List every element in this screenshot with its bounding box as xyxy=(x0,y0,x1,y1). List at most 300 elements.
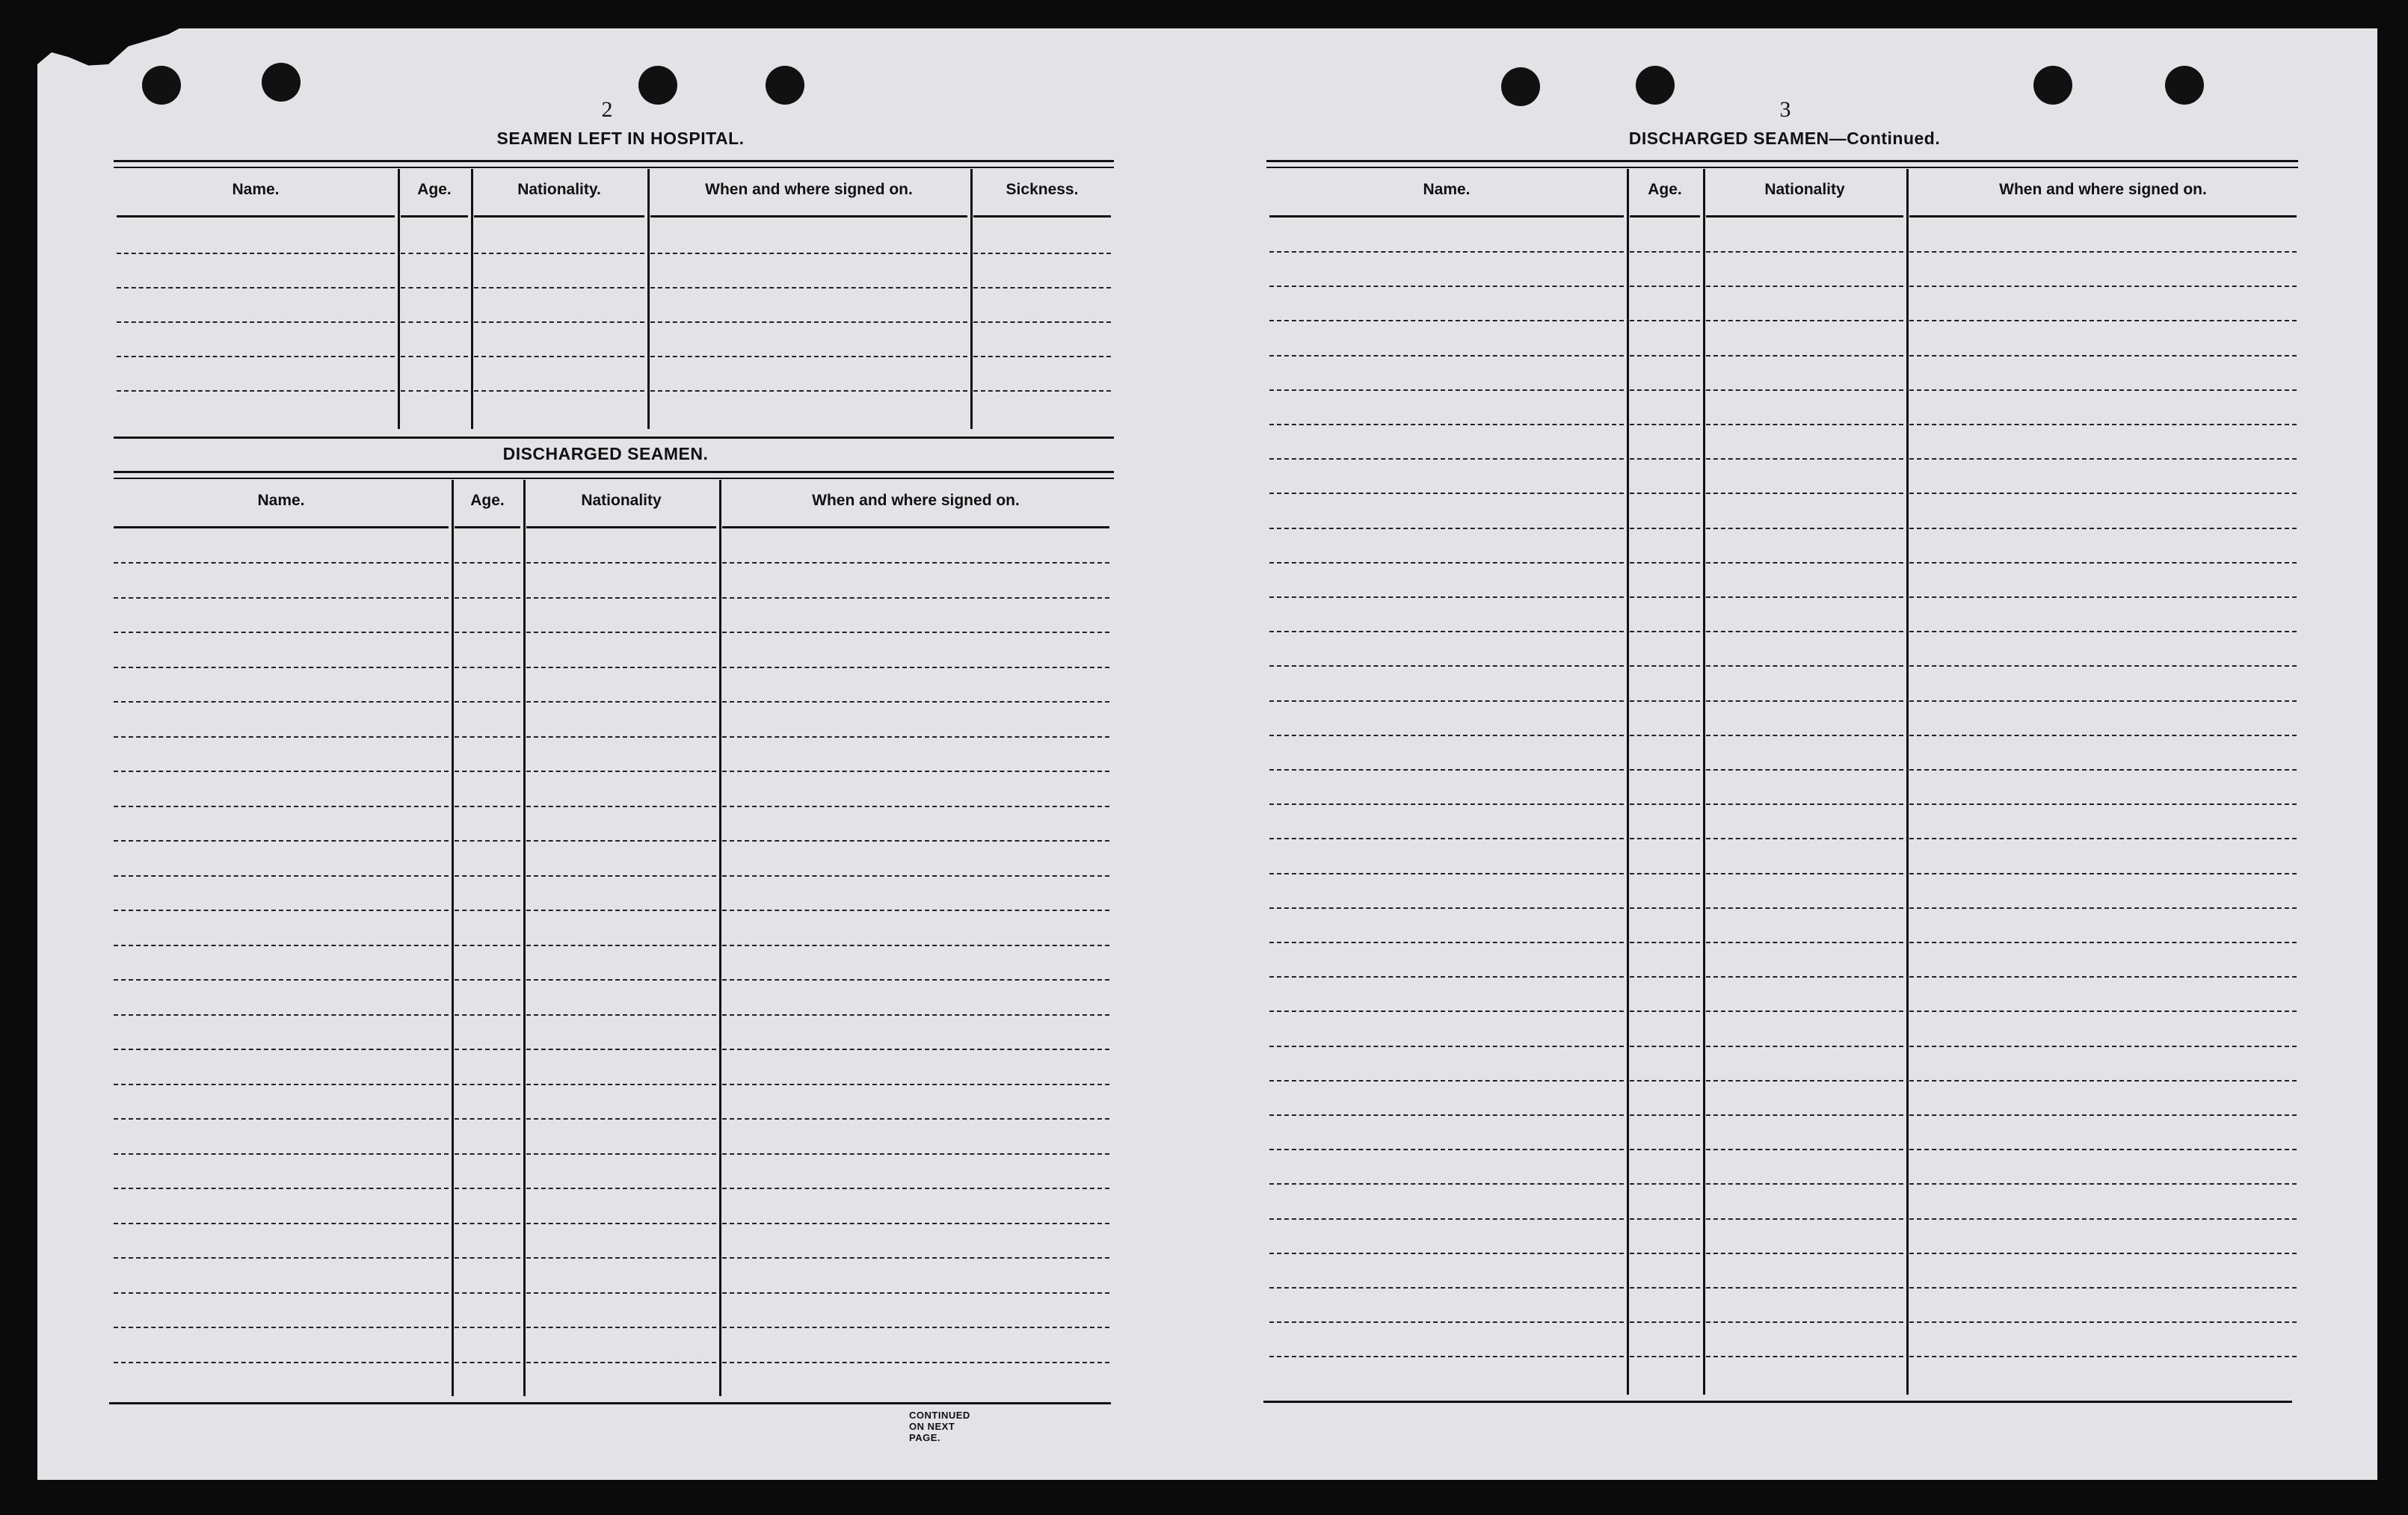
entry-line xyxy=(1909,631,2297,632)
header-underline xyxy=(474,215,644,217)
column-divider xyxy=(719,480,721,1396)
entry-line xyxy=(526,1223,716,1224)
entry-line xyxy=(650,287,967,289)
entry-line xyxy=(1909,769,2297,771)
entry-line xyxy=(1630,976,1700,978)
page-number: 2 xyxy=(601,97,613,122)
entry-line xyxy=(1706,320,1903,321)
entry-line xyxy=(722,771,1109,772)
entry-line xyxy=(1269,562,1624,564)
entry-line xyxy=(1269,769,1624,771)
entry-line xyxy=(1706,389,1903,391)
entry-line xyxy=(1909,665,2297,667)
entry-line xyxy=(401,390,468,392)
entry-line xyxy=(114,701,449,703)
entry-line xyxy=(1706,665,1903,667)
entry-line xyxy=(455,736,520,738)
entry-line xyxy=(722,1118,1109,1120)
entry-line xyxy=(722,597,1109,599)
column-header: Nationality xyxy=(581,492,662,509)
entry-line xyxy=(1630,735,1700,736)
entry-line xyxy=(722,806,1109,807)
entry-line xyxy=(650,253,967,254)
entry-line xyxy=(1909,803,2297,805)
column-header: When and where signed on. xyxy=(812,492,1020,509)
entry-line xyxy=(1909,942,2297,943)
entry-line xyxy=(1706,1183,1903,1185)
entry-line xyxy=(117,390,395,392)
punch-hole xyxy=(142,66,181,105)
entry-line xyxy=(1909,528,2297,529)
entry-line xyxy=(650,356,967,357)
entry-line xyxy=(722,1084,1109,1085)
column-divider xyxy=(1627,169,1629,1395)
entry-line xyxy=(722,1153,1109,1155)
entry-line xyxy=(474,287,644,289)
entry-line xyxy=(1269,596,1624,598)
entry-line xyxy=(1269,389,1624,391)
column-divider xyxy=(398,169,400,429)
entry-line xyxy=(1630,631,1700,632)
entry-line xyxy=(1706,1046,1903,1047)
entry-line xyxy=(1706,1356,1903,1357)
entry-line xyxy=(973,356,1111,357)
entry-line xyxy=(455,1118,520,1120)
entry-line xyxy=(1706,803,1903,805)
entry-line xyxy=(1630,251,1700,253)
page-number: 3 xyxy=(1779,97,1791,122)
entry-line xyxy=(114,979,449,981)
entry-line xyxy=(401,321,468,323)
entry-line xyxy=(1706,528,1903,529)
entry-line xyxy=(1269,1287,1624,1289)
entry-line xyxy=(1269,528,1624,529)
entry-line xyxy=(114,910,449,911)
entry-line xyxy=(1909,1253,2297,1254)
entry-line xyxy=(1269,838,1624,839)
entry-line xyxy=(973,321,1111,323)
entry-line xyxy=(1269,700,1624,702)
entry-line xyxy=(1269,1080,1624,1082)
entry-line xyxy=(722,562,1109,564)
entry-line xyxy=(1706,596,1903,598)
entry-line xyxy=(455,1188,520,1189)
entry-line xyxy=(526,1153,716,1155)
entry-line xyxy=(1909,493,2297,494)
entry-line xyxy=(1630,286,1700,287)
entry-line xyxy=(455,597,520,599)
section-divider xyxy=(114,436,1114,439)
entry-line xyxy=(455,701,520,703)
entry-line xyxy=(1909,838,2297,839)
entry-line xyxy=(455,771,520,772)
entry-line xyxy=(1269,803,1624,805)
entry-line xyxy=(722,1257,1109,1259)
entry-line xyxy=(1269,251,1624,253)
entry-line xyxy=(1630,700,1700,702)
entry-line xyxy=(1909,1046,2297,1047)
header-underline xyxy=(1706,215,1903,217)
entry-line xyxy=(1909,251,2297,253)
entry-line xyxy=(1706,251,1903,253)
entry-line xyxy=(114,562,449,564)
entry-line xyxy=(1706,562,1903,564)
column-header: When and where signed on. xyxy=(1999,181,2207,198)
header-underline xyxy=(455,526,520,528)
entry-line xyxy=(973,287,1111,289)
column-divider xyxy=(647,169,650,429)
entry-line xyxy=(114,632,449,633)
column-divider xyxy=(970,169,973,429)
entry-line xyxy=(1630,1080,1700,1082)
entry-line xyxy=(973,390,1111,392)
entry-line xyxy=(1269,1218,1624,1220)
entry-line xyxy=(455,945,520,946)
entry-line xyxy=(526,667,716,668)
entry-line xyxy=(114,1257,449,1259)
entry-line xyxy=(474,321,644,323)
top-rule-inner xyxy=(114,167,1114,168)
entry-line xyxy=(526,979,716,981)
entry-line xyxy=(1630,424,1700,425)
entry-line xyxy=(1630,596,1700,598)
entry-line xyxy=(455,1223,520,1224)
entry-line xyxy=(114,806,449,807)
entry-line xyxy=(722,979,1109,981)
entry-line xyxy=(1630,665,1700,667)
entry-line xyxy=(1269,1253,1624,1254)
entry-line xyxy=(455,1257,520,1259)
entry-line xyxy=(526,875,716,877)
entry-line xyxy=(1269,942,1624,943)
entry-line xyxy=(722,1327,1109,1328)
entry-line xyxy=(455,667,520,668)
entry-line xyxy=(1706,1321,1903,1323)
entry-line xyxy=(526,1188,716,1189)
entry-line xyxy=(114,736,449,738)
discharged-section-title: DISCHARGED SEAMEN. xyxy=(502,444,709,463)
entry-line xyxy=(1909,355,2297,357)
entry-line xyxy=(1706,355,1903,357)
entry-line xyxy=(114,1188,449,1189)
entry-line xyxy=(455,632,520,633)
entry-line xyxy=(526,1118,716,1120)
entry-line xyxy=(1630,458,1700,460)
entry-line xyxy=(526,1014,716,1016)
discharged-top-rule xyxy=(114,471,1114,473)
entry-line xyxy=(1630,389,1700,391)
header-underline xyxy=(114,526,449,528)
entry-line xyxy=(474,253,644,254)
entry-line xyxy=(455,1292,520,1294)
entry-line xyxy=(1269,735,1624,736)
punch-hole xyxy=(262,63,301,102)
entry-line xyxy=(114,1327,449,1328)
entry-line xyxy=(526,562,716,564)
entry-line xyxy=(1630,1287,1700,1289)
header-underline xyxy=(1269,215,1624,217)
entry-line xyxy=(722,1049,1109,1050)
entry-line xyxy=(1706,942,1903,943)
bottom-rule xyxy=(1263,1401,2292,1403)
entry-line xyxy=(722,667,1109,668)
entry-line xyxy=(1706,493,1903,494)
header-underline xyxy=(1630,215,1700,217)
entry-line xyxy=(1269,873,1624,874)
entry-line xyxy=(117,356,395,357)
entry-line xyxy=(455,875,520,877)
entry-line xyxy=(114,945,449,946)
entry-line xyxy=(1909,873,2297,874)
entry-line xyxy=(455,1327,520,1328)
entry-line xyxy=(1909,1010,2297,1012)
entry-line xyxy=(1630,1183,1700,1185)
entry-line xyxy=(455,1153,520,1155)
entry-line xyxy=(1706,458,1903,460)
top-rule xyxy=(114,160,1114,162)
entry-line xyxy=(1269,631,1624,632)
entry-line xyxy=(401,356,468,357)
entry-line xyxy=(1909,1149,2297,1150)
entry-line xyxy=(114,771,449,772)
top-rule xyxy=(1266,160,2298,162)
entry-line xyxy=(1909,1218,2297,1220)
entry-line xyxy=(526,597,716,599)
entry-line xyxy=(722,875,1109,877)
entry-line xyxy=(401,287,468,289)
punch-hole xyxy=(2033,66,2072,105)
entry-line xyxy=(526,910,716,911)
entry-line xyxy=(1909,424,2297,425)
entry-line xyxy=(1269,1321,1624,1323)
entry-line xyxy=(1630,1046,1700,1047)
entry-line xyxy=(1269,1010,1624,1012)
entry-line xyxy=(1909,562,2297,564)
entry-line xyxy=(526,1292,716,1294)
entry-line xyxy=(1630,528,1700,529)
header-underline xyxy=(973,215,1111,217)
column-divider xyxy=(1906,169,1909,1395)
entry-line xyxy=(526,945,716,946)
entry-line xyxy=(114,597,449,599)
header-underline xyxy=(526,526,716,528)
column-divider xyxy=(471,169,473,429)
header-underline xyxy=(401,215,468,217)
entry-line xyxy=(1706,838,1903,839)
entry-line xyxy=(722,701,1109,703)
entry-line xyxy=(455,562,520,564)
entry-line xyxy=(1706,424,1903,425)
entry-line xyxy=(1630,1356,1700,1357)
entry-line xyxy=(1269,665,1624,667)
punch-hole xyxy=(1636,66,1675,105)
entry-line xyxy=(1706,907,1903,909)
entry-line xyxy=(1706,769,1903,771)
entry-line xyxy=(1269,1149,1624,1150)
entry-line xyxy=(1706,1253,1903,1254)
entry-line xyxy=(455,840,520,842)
entry-line xyxy=(1909,1321,2297,1323)
entry-line xyxy=(455,1049,520,1050)
entry-line xyxy=(650,390,967,392)
header-underline xyxy=(1909,215,2297,217)
hospital-section-title: SEAMEN LEFT IN HOSPITAL. xyxy=(496,129,745,148)
entry-line xyxy=(1909,596,2297,598)
entry-line xyxy=(1706,976,1903,978)
entry-line xyxy=(455,1014,520,1016)
column-divider xyxy=(452,480,454,1396)
entry-line xyxy=(1630,320,1700,321)
entry-line xyxy=(114,1049,449,1050)
entry-line xyxy=(114,840,449,842)
entry-line xyxy=(1630,942,1700,943)
entry-line xyxy=(114,1223,449,1224)
entry-line xyxy=(1630,1010,1700,1012)
entry-line xyxy=(722,945,1109,946)
entry-line xyxy=(455,979,520,981)
entry-line xyxy=(455,1084,520,1085)
entry-line xyxy=(1909,1080,2297,1082)
entry-line xyxy=(474,390,644,392)
discharged-top-rule-inner xyxy=(114,478,1114,479)
entry-line xyxy=(117,321,395,323)
entry-line xyxy=(1269,976,1624,978)
entry-line xyxy=(1909,1287,2297,1289)
column-header: Age. xyxy=(1648,181,1682,198)
entry-line xyxy=(650,321,967,323)
entry-line xyxy=(1269,458,1624,460)
entry-line xyxy=(1909,1356,2297,1357)
column-divider xyxy=(523,480,526,1396)
entry-line xyxy=(1706,286,1903,287)
header-underline xyxy=(722,526,1109,528)
entry-line xyxy=(1630,1253,1700,1254)
scanned-form-sheet xyxy=(37,28,2377,1480)
entry-line xyxy=(1909,286,2297,287)
bottom-rule xyxy=(109,1402,1111,1404)
column-divider xyxy=(1703,169,1705,1395)
entry-line xyxy=(722,1223,1109,1224)
entry-line xyxy=(526,1084,716,1085)
continued-note: CONTINUED ON NEXT PAGE. xyxy=(909,1410,970,1443)
column-header: Name. xyxy=(232,181,280,198)
entry-line xyxy=(1909,976,2297,978)
entry-line xyxy=(474,356,644,357)
header-underline xyxy=(650,215,967,217)
entry-line xyxy=(526,1362,716,1363)
entry-line xyxy=(722,1014,1109,1016)
entry-line xyxy=(526,840,716,842)
entry-line xyxy=(526,632,716,633)
entry-line xyxy=(973,253,1111,254)
column-header: Nationality xyxy=(1764,181,1845,198)
entry-line xyxy=(722,736,1109,738)
column-header: When and where signed on. xyxy=(705,181,913,198)
column-header: Age. xyxy=(470,492,505,509)
entry-line xyxy=(722,910,1109,911)
entry-line xyxy=(526,701,716,703)
entry-line xyxy=(1630,838,1700,839)
entry-line xyxy=(526,1257,716,1259)
column-header: Sickness. xyxy=(1006,181,1079,198)
entry-line xyxy=(1706,873,1903,874)
entry-line xyxy=(114,1014,449,1016)
entry-line xyxy=(1909,389,2297,391)
entry-line xyxy=(1269,320,1624,321)
entry-line xyxy=(1706,1114,1903,1116)
entry-line xyxy=(1269,907,1624,909)
entry-line xyxy=(526,1049,716,1050)
entry-line xyxy=(722,840,1109,842)
entry-line xyxy=(1269,1114,1624,1116)
entry-line xyxy=(1269,355,1624,357)
entry-line xyxy=(1269,286,1624,287)
entry-line xyxy=(722,1362,1109,1363)
entry-line xyxy=(114,1118,449,1120)
entry-line xyxy=(1630,1114,1700,1116)
entry-line xyxy=(455,806,520,807)
entry-line xyxy=(1706,735,1903,736)
entry-line xyxy=(114,1362,449,1363)
entry-line xyxy=(1706,1287,1903,1289)
column-header: Name. xyxy=(257,492,305,509)
column-header: Name. xyxy=(1423,181,1471,198)
entry-line xyxy=(114,875,449,877)
entry-line xyxy=(1269,424,1624,425)
entry-line xyxy=(1630,493,1700,494)
entry-line xyxy=(1269,1046,1624,1047)
entry-line xyxy=(526,736,716,738)
entry-line xyxy=(1909,700,2297,702)
entry-line xyxy=(455,910,520,911)
entry-line xyxy=(117,253,395,254)
entry-line xyxy=(1706,1218,1903,1220)
entry-line xyxy=(1630,1149,1700,1150)
entry-line xyxy=(526,1327,716,1328)
entry-line xyxy=(1909,735,2297,736)
entry-line xyxy=(1630,1218,1700,1220)
entry-line xyxy=(401,253,468,254)
punch-hole xyxy=(638,66,677,105)
entry-line xyxy=(1706,1149,1903,1150)
entry-line xyxy=(1909,320,2297,321)
entry-line xyxy=(114,1292,449,1294)
punch-hole xyxy=(766,66,804,105)
entry-line xyxy=(1706,700,1903,702)
discharged-continued-title: DISCHARGED SEAMEN—Continued. xyxy=(1628,129,1941,148)
entry-line xyxy=(1706,631,1903,632)
entry-line xyxy=(1269,1183,1624,1185)
entry-line xyxy=(455,1362,520,1363)
entry-line xyxy=(722,1292,1109,1294)
entry-line xyxy=(1909,1114,2297,1116)
entry-line xyxy=(114,1084,449,1085)
entry-line xyxy=(526,806,716,807)
entry-line xyxy=(1630,907,1700,909)
column-header: Age. xyxy=(417,181,452,198)
entry-line xyxy=(722,1188,1109,1189)
punch-hole xyxy=(1501,67,1540,106)
entry-line xyxy=(526,771,716,772)
entry-line xyxy=(1706,1080,1903,1082)
entry-line xyxy=(1269,1356,1624,1357)
entry-line xyxy=(1630,1321,1700,1323)
entry-line xyxy=(1630,562,1700,564)
entry-line xyxy=(1909,1183,2297,1185)
entry-line xyxy=(1630,873,1700,874)
entry-line xyxy=(1630,769,1700,771)
entry-line xyxy=(114,1153,449,1155)
